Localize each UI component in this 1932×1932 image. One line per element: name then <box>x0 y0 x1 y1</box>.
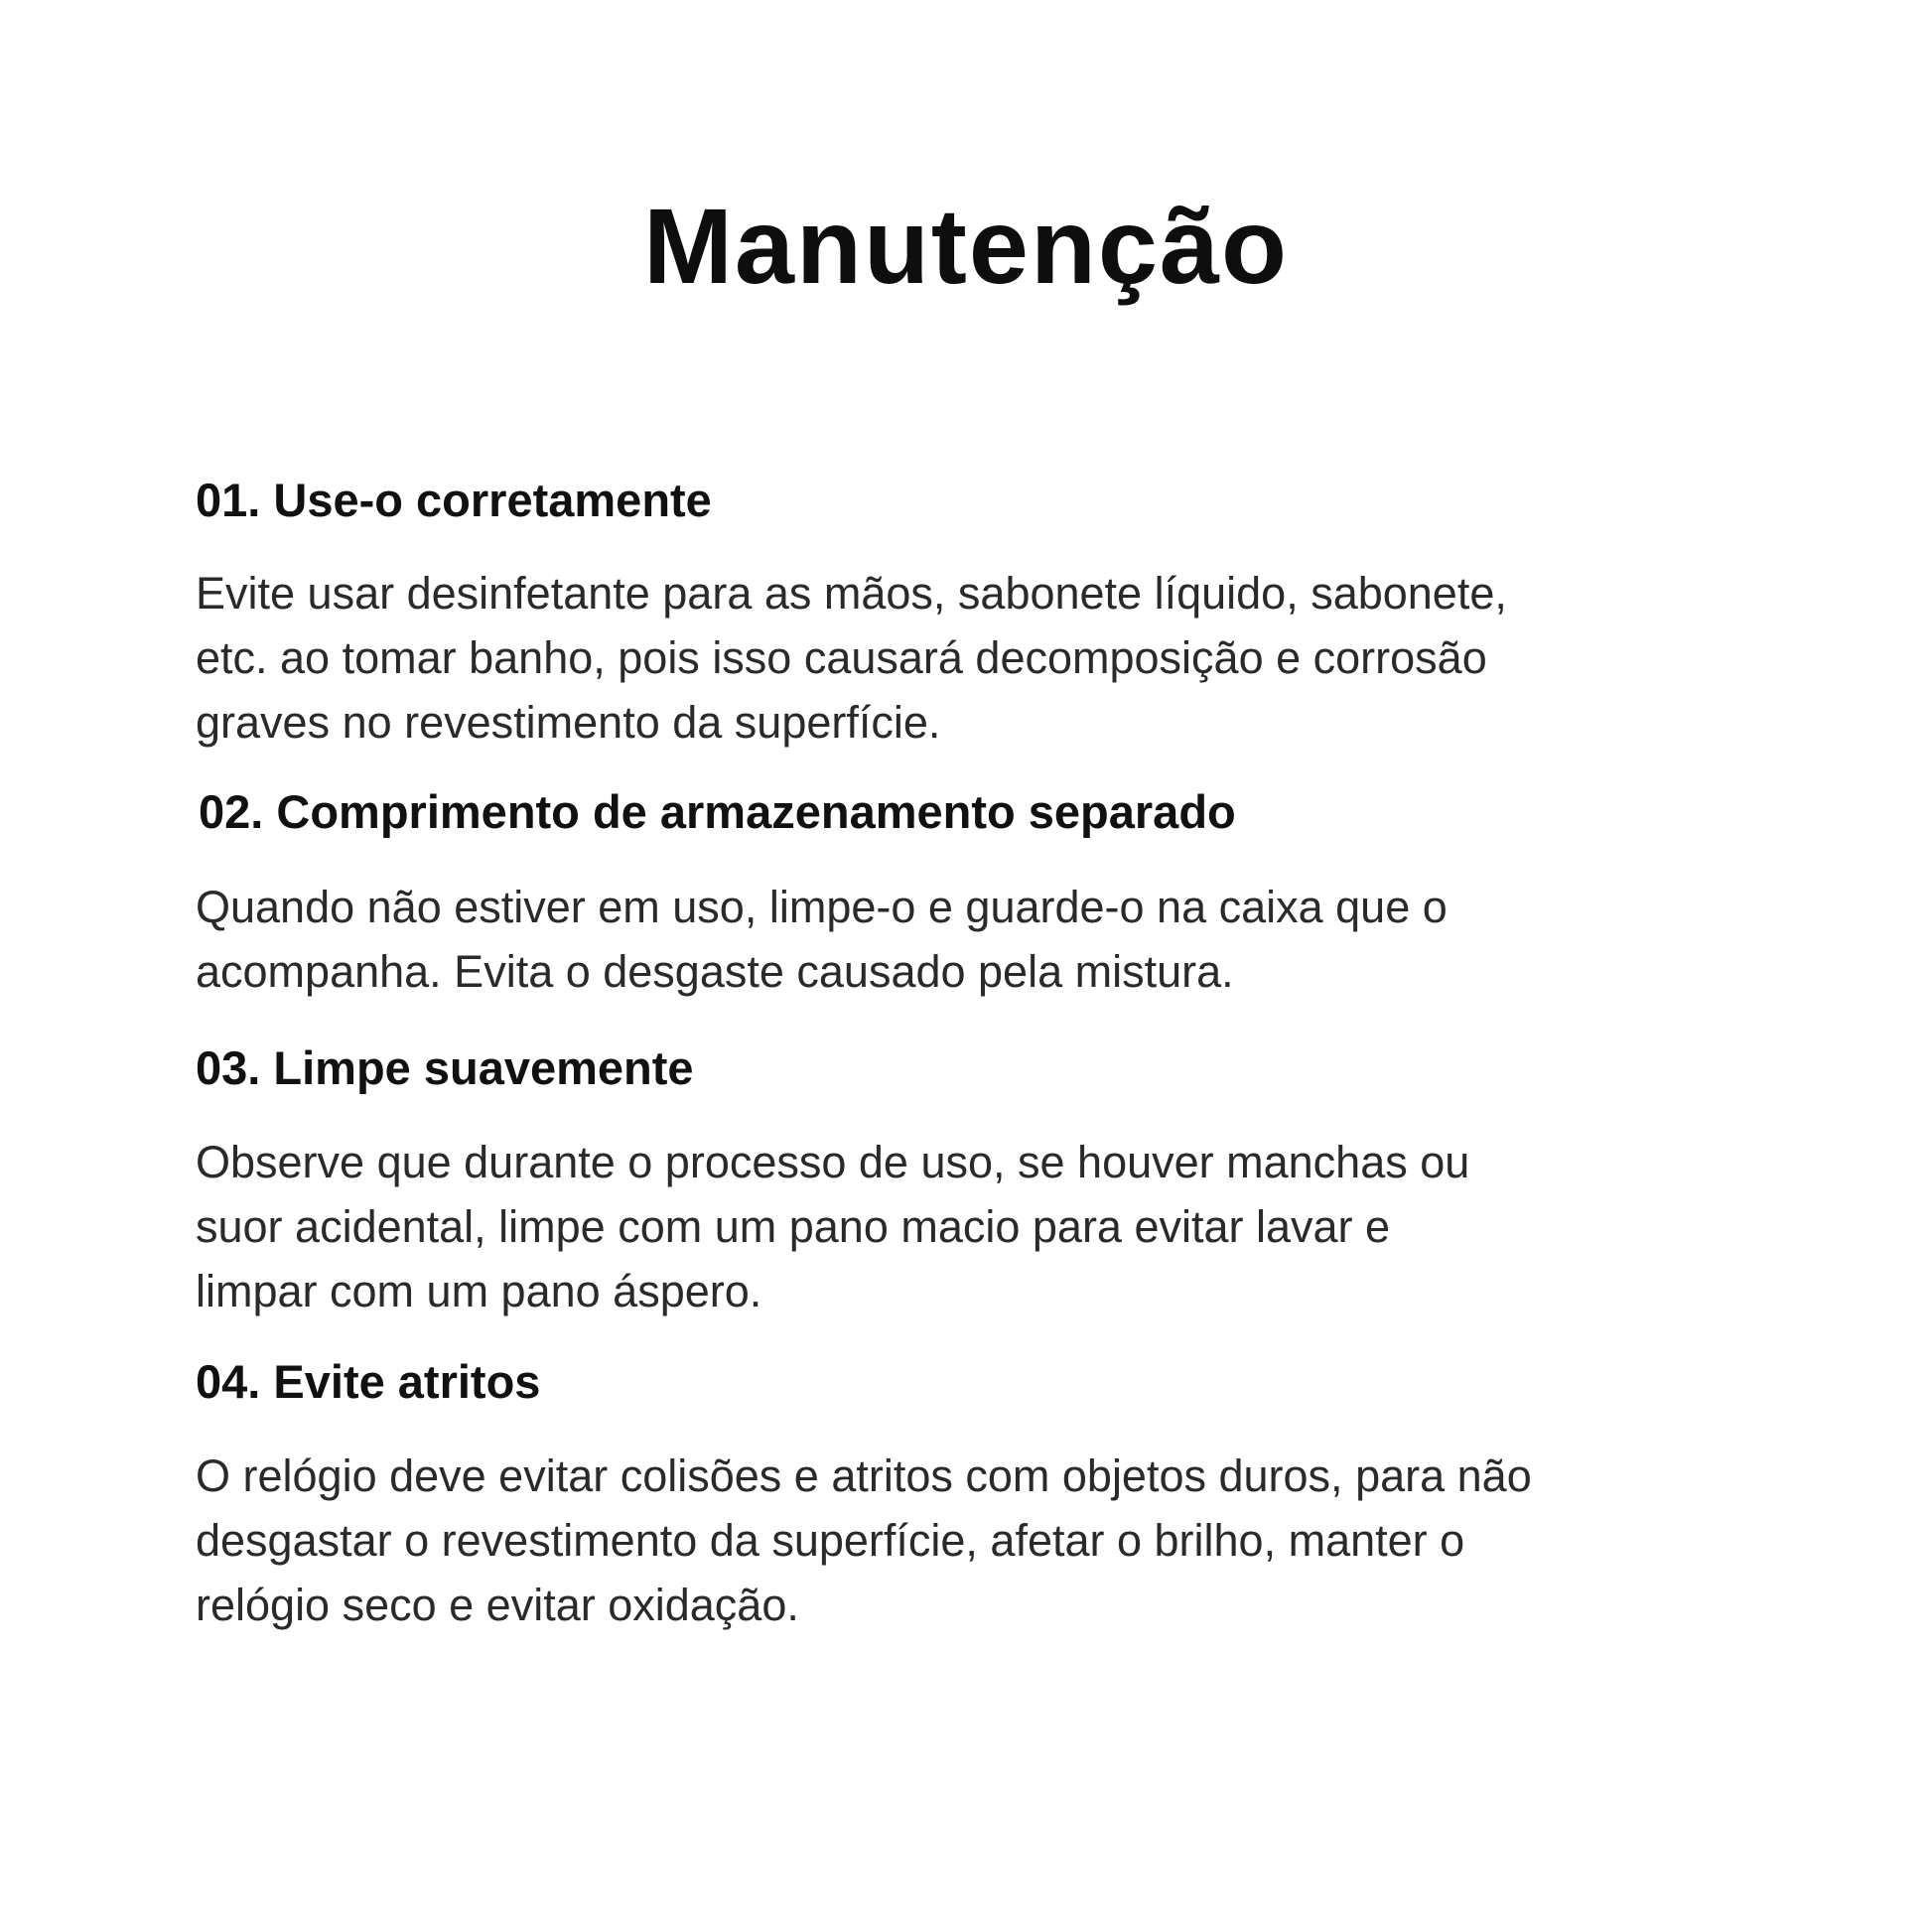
section-body-line: acompanha. Evita o desgaste causado pela mistura. <box>196 946 1234 997</box>
section-body-line: O relógio deve evitar colisões e atritos com objetos duros, para não <box>196 1450 1532 1501</box>
section-body-line: suor acidental, limpe com um pano macio para evitar lavar e <box>196 1201 1391 1252</box>
section-body-1 <box>196 561 1764 755</box>
section-heading-1: 01. Use-o corretamente <box>196 474 712 526</box>
section-body-line: Evite usar desinfetante para as mãos, sabonete líquido, sabonete, <box>196 568 1507 619</box>
section-heading-3: 03. Limpe suavemente <box>196 1041 694 1094</box>
section-body-line: desgastar o revestimento da superfície, afetar o brilho, manter o <box>196 1515 1465 1566</box>
section-body-2 <box>196 875 1764 1004</box>
section-body-line: etc. ao tomar banho, pois isso causará decomposição e corrosão <box>196 632 1487 683</box>
section-body-line: Quando não estiver em uso, limpe-o e guarde-o na caixa que o <box>196 882 1448 932</box>
section-heading-4: 04. Evite atritos <box>196 1355 541 1408</box>
section-body-line: Observe que durante o processo de uso, se houver manchas ou <box>196 1137 1470 1187</box>
section-heading-2: 02. Comprimento de armazenamento separado <box>199 785 1236 838</box>
section-body-line: graves no revestimento da superfície. <box>196 697 941 748</box>
section-body-3 <box>196 1130 1764 1323</box>
section-body-4 <box>196 1444 1764 1637</box>
section-body-line: relógio seco e evitar oxidação. <box>196 1580 799 1630</box>
page-title: Manutenção <box>642 186 1290 306</box>
section-body-line: limpar com um pano áspero. <box>196 1266 762 1316</box>
